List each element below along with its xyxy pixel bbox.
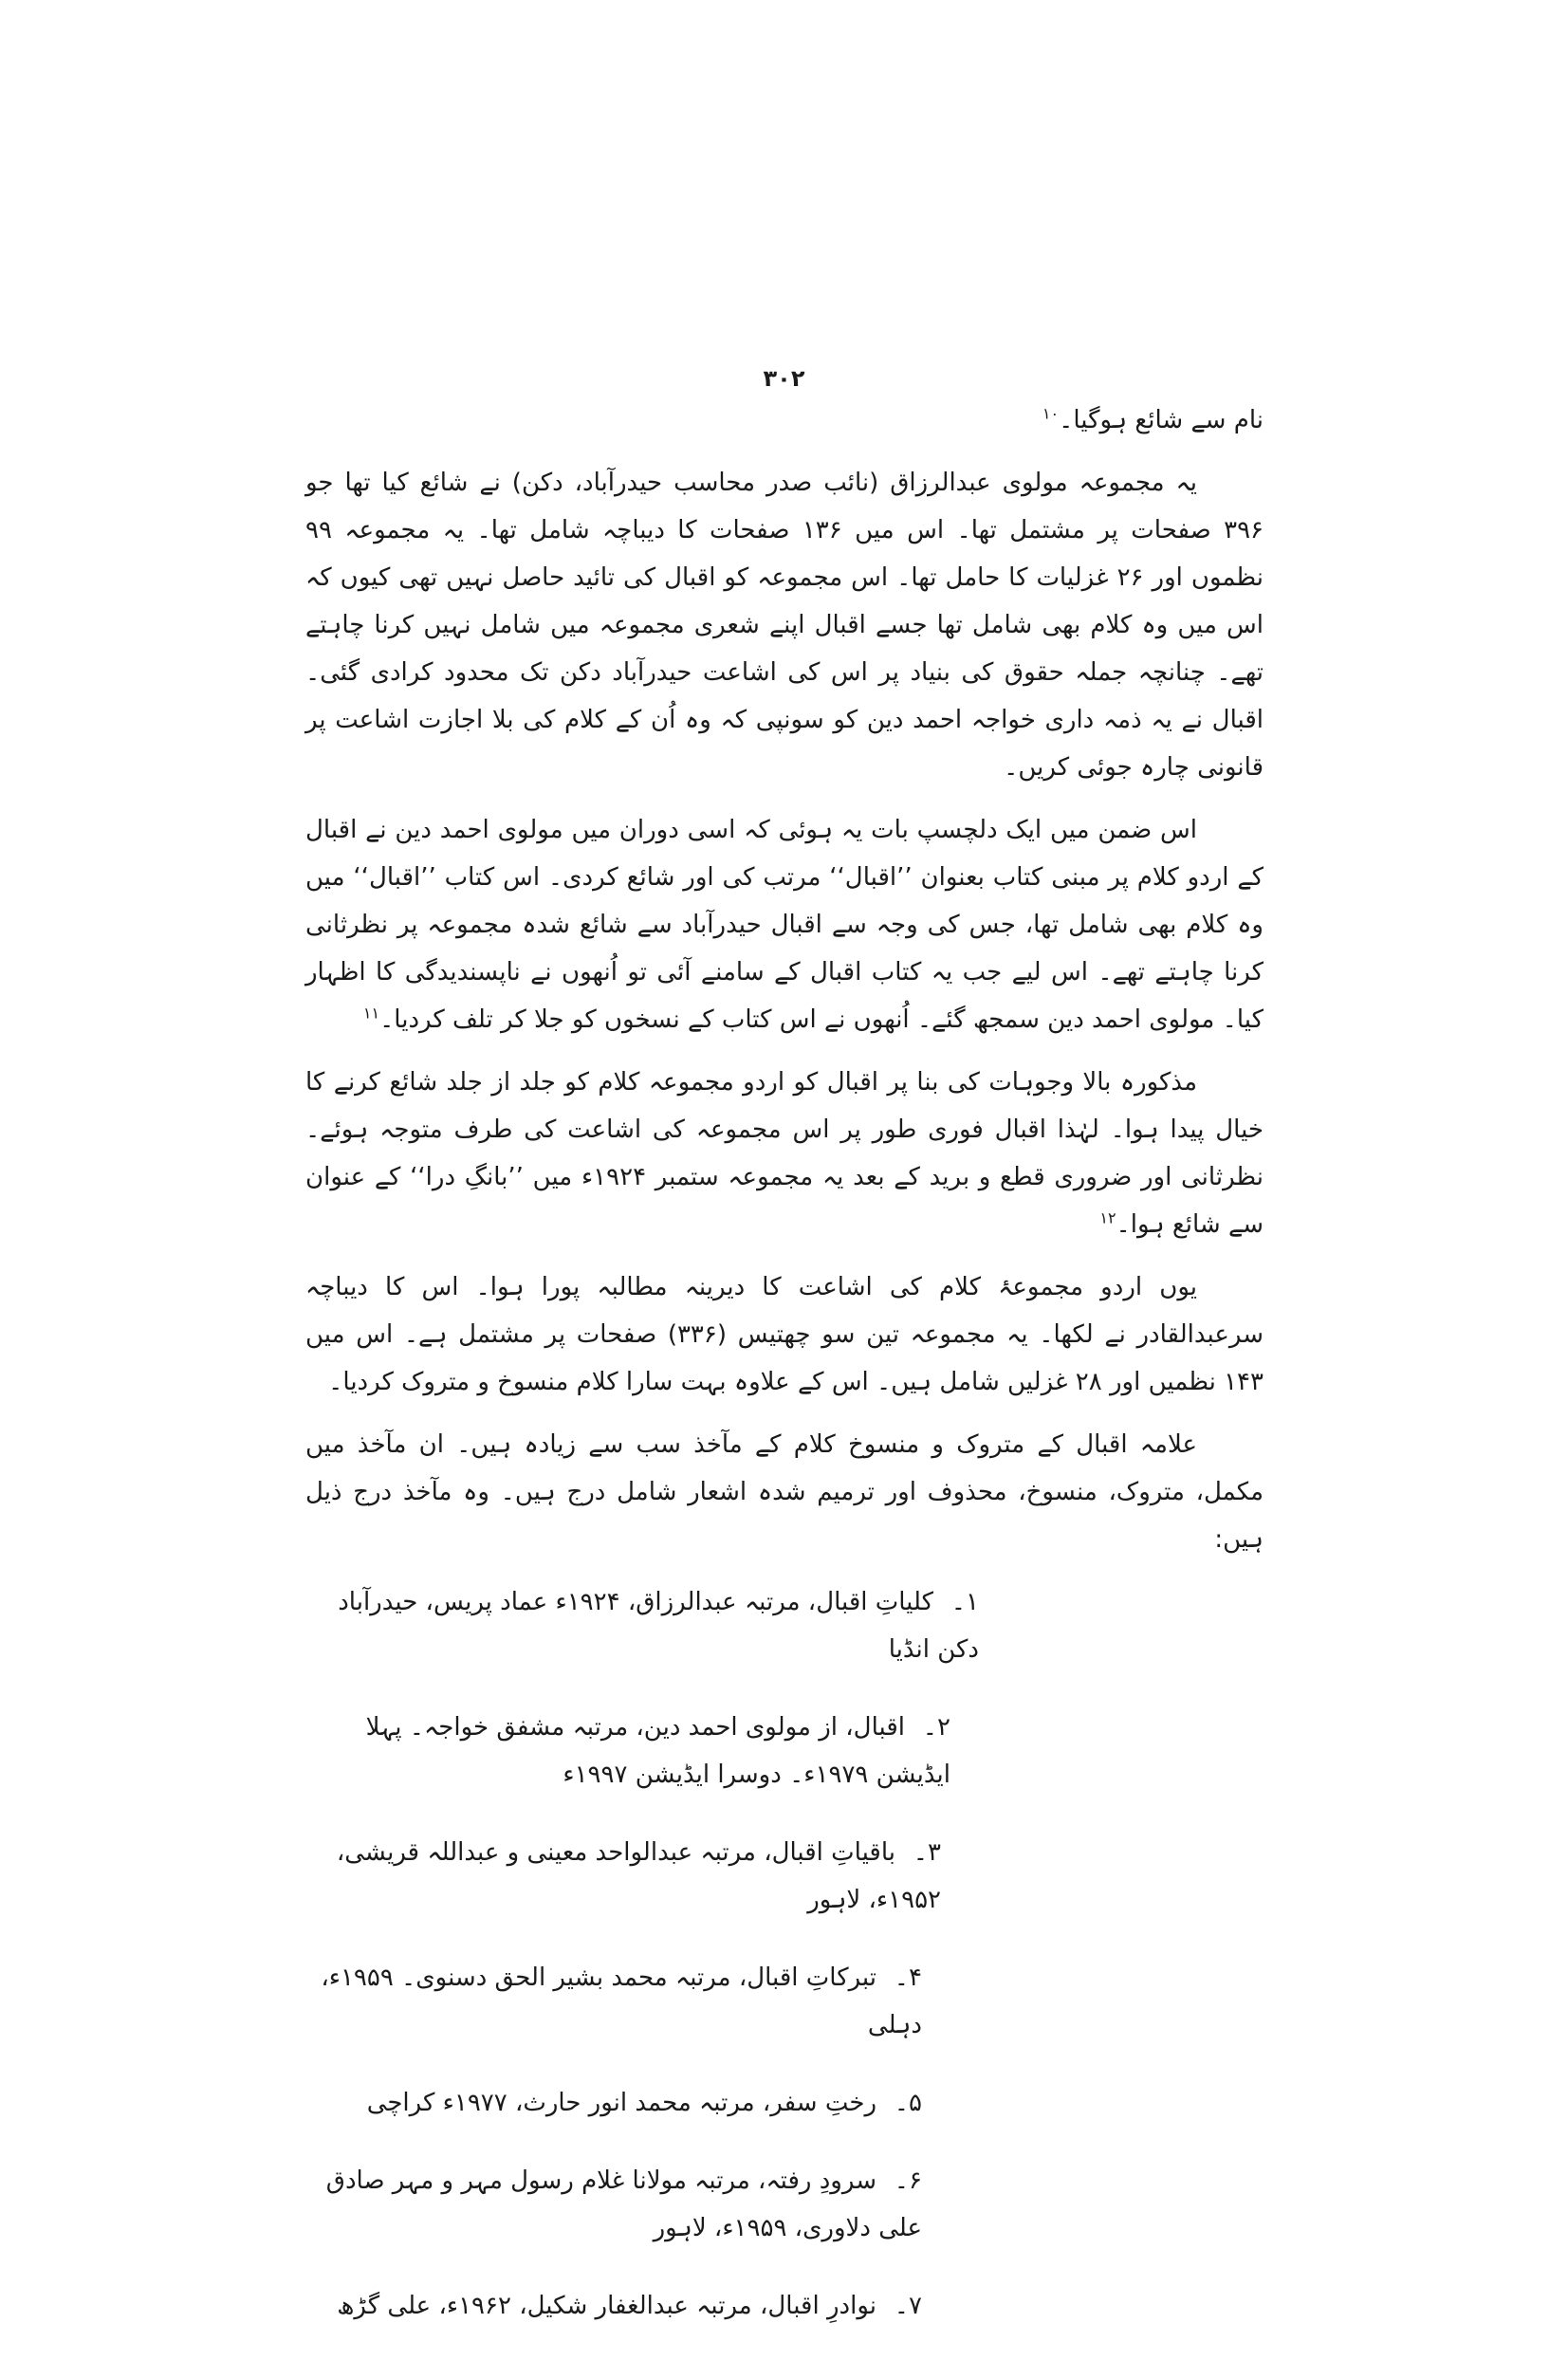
sources-list: [305, 1578, 1264, 2330]
list-item-number: ۷۔: [894, 2292, 922, 2320]
paragraph-5: [305, 1421, 1264, 1563]
list-item-text: تبرکاتِ اقبال، مرتبہ محمد بشیر الحق دسنوی۔ ۱۹۵۹ء، دہلی: [321, 1964, 922, 2039]
list-item-text: سرودِ رفتہ، مرتبہ مولانا غلام رسول مہر و مہر صادق علی دلاوری، ۱۹۵۹ء، لاہور: [325, 2166, 922, 2242]
list-item-number: ۵۔: [894, 2089, 922, 2117]
list-item: [305, 2079, 1264, 2127]
paragraph-4: [305, 1263, 1264, 1406]
list-item: [305, 1829, 1264, 1924]
list-item-number: ۳۔: [913, 1838, 941, 1867]
paragraph-text: علامہ اقبال کے متروک و منسوخ کلام کے مآخذ سب سے زیادہ ہیں۔ ان مآخذ میں مکمل، متروک، منسوخ، محذوف اور ترمیم شدہ اشعار شامل درج ہیں۔ وہ مآخذ درج ذیل ہیں:: [305, 1430, 1264, 1554]
list-item-text: رختِ سفر، مرتبہ محمد انور حارث، ۱۹۷۷ء کراچی: [366, 2089, 876, 2117]
paragraph-text: مذکورہ بالا وجوہات کی بنا پر اقبال کو اردو مجموعہ کلام کو جلد از جلد شائع کرنے کا خیال پیدا ہوا۔ لہٰذا اقبال فوری طور پر اس مجموعہ کی اشاعت کی طرف متوجہ ہوئے۔ نظرثانی اور ضروری قطع و برید کے بعد یہ مجموعہ ستمبر ۱۹۲۴ء میں ’’بانگِ درا‘‘ کے عنوان سے شائع ہوا۔: [305, 1068, 1264, 1239]
page-number: ۳۰۲: [763, 365, 805, 392]
opening-line-text: نام سے شائع ہوگیا۔: [1059, 406, 1264, 434]
paragraph-text: یہ مجموعہ مولوی عبدالرزاق (نائب صدر محاسب حیدرآباد، دکن) نے شائع کیا تھا جو ۳۹۶ صفحات پر مشتمل تھا۔ اس میں ۱۳۶ صفحات کا دیباچہ شامل تھا۔ یہ مجموعہ ۹۹ نظموں اور ۲۶ غزلیات کا حامل تھا۔ اس مجموعہ کو اقبال کی تائید حاصل نہیں تھی کیوں کہ اس میں وہ کلام بھی شامل تھا جسے اقبال اپنے شعری مجموعہ میں شامل نہیں کرنا چاہتے تھے۔ چنانچہ جملہ حقوق کی بنیاد پر اس کی اشاعت حیدرآباد دکن تک محدود کرادی گئی۔ اقبال نے یہ ذمہ داری خواجہ احمد دین کو سونپی کہ وہ اُن کے کلام کی بلا اجازت اشاعت پر قانونی چارہ جوئی کریں۔: [305, 469, 1264, 782]
list-item-number: ۴۔: [894, 1964, 922, 1992]
paragraph-text: یوں اردو مجموعۂ کلام کی اشاعت کا دیرینہ مطالبہ پورا ہوا۔ اس کا دیباچہ سرعبدالقادر نے لکھا۔ یہ مجموعہ تین سو چھتیس (۳۳۶) صفحات پر مشتمل ہے۔ اس میں ۱۴۳ نظمیں اور ۲۸ غزلیں شامل ہیں۔ اس کے علاوہ بہت سارا کلام منسوخ و متروک کردیا۔: [305, 1273, 1264, 1396]
paragraph-1: [305, 459, 1264, 791]
list-item: [305, 1704, 1264, 1798]
footnote-marker: ۱۲: [1099, 1208, 1116, 1227]
list-item-number: ۱۔: [950, 1588, 979, 1616]
list-item-text: باقیاتِ اقبال، مرتبہ عبدالواحد معینی و عبداللہ قریشی، ۱۹۵۲ء، لاہور: [336, 1838, 941, 1914]
opening-line: [305, 396, 1264, 444]
list-item-text: کلیاتِ اقبال، مرتبہ عبدالرزاق، ۱۹۲۴ء عماد پریس، حیدرآباد دکن انڈیا: [338, 1588, 979, 1664]
list-item-text: اقبال، از مولوی احمد دین، مرتبہ مشفق خواجہ۔ پہلا ایڈیشن ۱۹۷۹ء۔ دوسرا ایڈیشن ۱۹۹۷ء: [365, 1713, 950, 1789]
list-item-text: نوادرِ اقبال، مرتبہ عبدالغفار شکیل، ۱۹۶۲ء، علی گڑھ: [337, 2292, 876, 2320]
list-item: [305, 2157, 1264, 2252]
list-item-number: ۶۔: [894, 2166, 922, 2195]
list-item: [305, 1954, 1264, 2049]
footnote-marker: ۱۰: [1042, 404, 1060, 423]
list-item: [305, 2282, 1264, 2330]
page-body: [305, 396, 1264, 2360]
list-item-number: ۲۔: [922, 1713, 950, 1742]
footnote-marker: ۱۱: [362, 1004, 380, 1023]
paragraph-text: اس ضمن میں ایک دلچسپ بات یہ ہوئی کہ اسی دوران میں مولوی احمد دین نے اقبال کے اردو کلام پر مبنی کتاب بعنوان ’’اقبال‘‘ مرتب کی اور شائع کردی۔ اس کتاب ’’اقبال‘‘ میں وہ کلام بھی شامل تھا، جس کی وجہ سے اقبال حیدرآباد سے شائع شدہ مجموعہ پر نظرثانی کرنا چاہتے تھے۔ اس لیے جب یہ کتاب اقبال کے سامنے آئی تو اُنھوں نے ناپسندیدگی کا اظہار کیا۔ مولوی احمد دین سمجھ گئے۔ اُنھوں نے اس کتاب کے نسخوں کو جلا کر تلف کردیا۔: [305, 816, 1264, 1034]
paragraph-2: [305, 806, 1264, 1043]
paragraph-3: [305, 1059, 1264, 1248]
list-item: [305, 1578, 1264, 1673]
